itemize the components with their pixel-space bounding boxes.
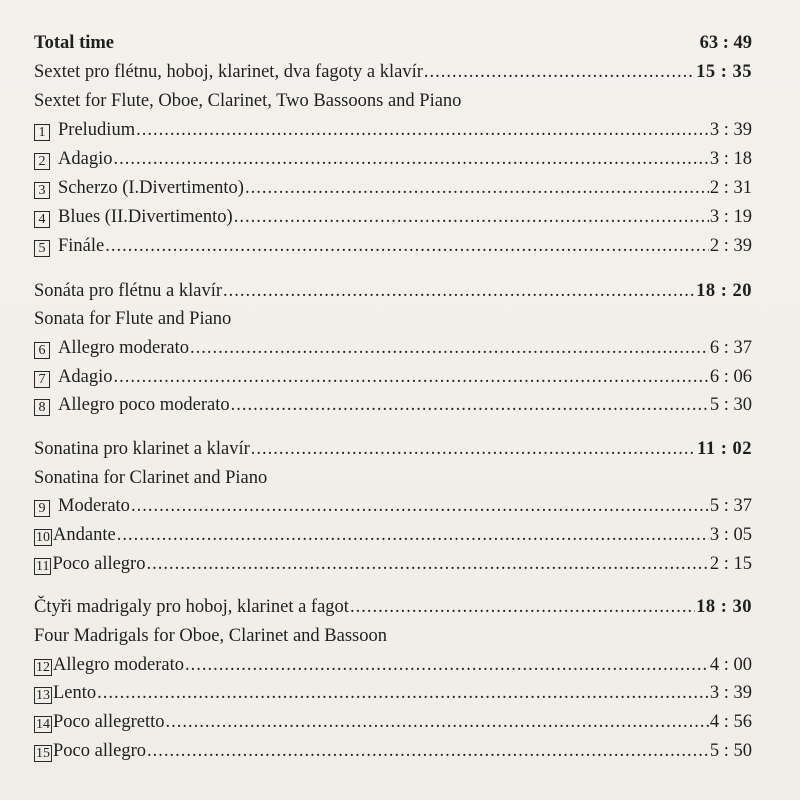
track-number: 1: [34, 124, 50, 141]
dot-leader: [117, 522, 709, 548]
work-title-cz: Sonáta pro flétnu a klavír ..... 18 : 20: [34, 278, 752, 304]
dot-leader: [165, 709, 708, 735]
track-number: 12: [36, 660, 50, 675]
work-title-en: Sonata for Flute and Piano: [34, 309, 232, 329]
track-row: [34, 551, 752, 577]
dot-leader: [245, 175, 709, 201]
track-number: 13: [36, 688, 50, 703]
track-number: 14: [36, 717, 50, 732]
track-time: 2 : 39: [709, 236, 752, 256]
work-title-cz: Sonatina pro klarinet a klavír ..... 11 : 02: [34, 436, 752, 462]
dot-leader: [113, 146, 708, 172]
track-number: 11: [36, 559, 50, 574]
track-time: 6 : 06: [709, 367, 752, 387]
track-time: 5 : 30: [709, 395, 752, 415]
dot-leader: [234, 204, 709, 230]
track-number: 5: [34, 240, 50, 257]
track-row: [34, 709, 752, 735]
total-time-row: [34, 30, 752, 56]
track-title: Andante: [53, 525, 116, 545]
track-number: 8: [34, 399, 50, 416]
track-number: 7: [34, 371, 50, 388]
track-time: 4 : 56: [709, 712, 752, 732]
work-time: 18 : 30: [696, 597, 752, 617]
track-title: Preludium: [58, 120, 136, 140]
dot-leader: [97, 680, 709, 706]
work-title-en: Sextet for Flute, Oboe, Clarinet, Two Bassoons and Piano: [34, 91, 462, 111]
total-time-label: Total time: [34, 33, 114, 53]
track-time: 3 : 39: [709, 683, 752, 703]
track-row: [34, 738, 752, 764]
track-number: 3: [34, 182, 50, 199]
track-row: [34, 204, 752, 230]
track-title: Adagio: [58, 367, 113, 387]
track-title: Finále: [58, 236, 105, 256]
track-row: [34, 146, 752, 172]
dot-leader: [223, 278, 695, 304]
track-row: [34, 392, 752, 418]
track-title: Scherzo (I.Divertimento): [58, 178, 244, 198]
dot-leader: [424, 59, 695, 85]
dot-leader: [105, 233, 709, 259]
dot-leader: [136, 117, 709, 143]
track-title: Adagio: [58, 149, 113, 169]
work-title-en: Sonatina for Clarinet and Piano: [34, 468, 268, 488]
track-time: 3 : 39: [709, 120, 752, 140]
track-number: 10: [36, 530, 50, 545]
dot-leader: [185, 652, 709, 678]
track-time: 5 : 50: [709, 741, 752, 761]
track-row: [34, 117, 752, 143]
track-title: Allegro poco moderato: [58, 395, 230, 415]
dot-leader: [231, 392, 709, 418]
track-number: 9: [34, 500, 50, 517]
dot-leader: [147, 738, 709, 764]
dot-leader: [251, 436, 696, 462]
dot-leader: [131, 493, 709, 519]
track-title: Blues (II.Divertimento): [58, 207, 233, 227]
track-title: Allegro moderato: [53, 655, 184, 675]
track-row: [34, 680, 752, 706]
track-title: Moderato: [58, 496, 130, 516]
track-row: [34, 652, 752, 678]
track-time: 3 : 19: [709, 207, 752, 227]
track-number: 4: [34, 211, 50, 228]
track-row: [34, 233, 752, 259]
work-title-cz: Čtyři madrigaly pro hoboj, klarinet a fagot ..... 18 : 30: [34, 594, 752, 620]
total-time-value: 63 : 49: [699, 33, 752, 53]
track-row: [34, 493, 752, 519]
track-time: 3 : 18: [709, 149, 752, 169]
work-title-cz: Sextet pro flétnu, hoboj, klarinet, dva fagoty a klavír ..... 15 : 35: [34, 59, 752, 85]
track-number: 2: [34, 153, 50, 170]
track-time: 6 : 37: [709, 338, 752, 358]
work-time: 18 : 20: [696, 281, 752, 301]
dot-leader: [146, 551, 708, 577]
dot-leader: [190, 335, 709, 361]
track-title: Poco allegro: [52, 554, 146, 574]
track-time: 4 : 00: [709, 655, 752, 675]
track-time: 5 : 37: [709, 496, 752, 516]
track-row: [34, 335, 752, 361]
work-time: 15 : 35: [696, 62, 752, 82]
track-title: Lento: [53, 683, 97, 703]
work-time: 11 : 02: [697, 439, 752, 459]
track-title: Poco allegretto: [53, 712, 165, 732]
track-row: [34, 522, 752, 548]
track-time: 3 : 05: [709, 525, 752, 545]
track-title: Poco allegro: [53, 741, 146, 761]
dot-leader: [350, 594, 695, 620]
track-title: Allegro moderato: [58, 338, 189, 358]
track-time: 2 : 31: [709, 178, 752, 198]
dot-leader: [113, 364, 708, 390]
track-row: [34, 175, 752, 201]
track-time: 2 : 15: [709, 554, 752, 574]
track-number: 15: [36, 746, 50, 761]
work-title-en: Four Madrigals for Oboe, Clarinet and Bassoon: [34, 626, 387, 646]
track-row: [34, 364, 752, 390]
track-number: 6: [34, 342, 50, 359]
